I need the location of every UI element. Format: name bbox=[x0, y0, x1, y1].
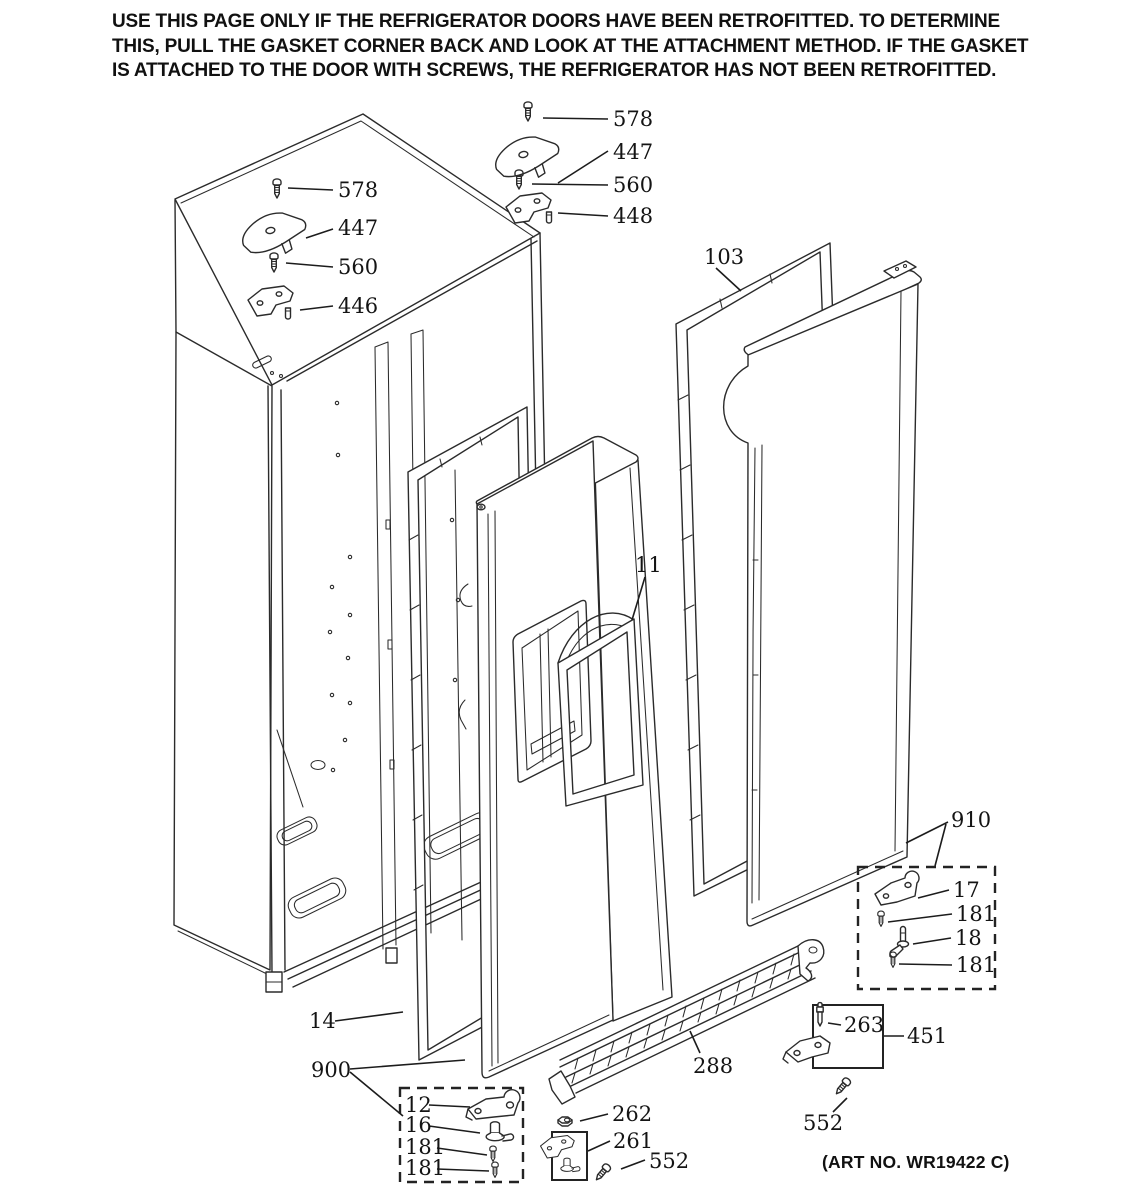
screw-181-part-1 bbox=[878, 911, 884, 926]
callout-578-top: 578 bbox=[613, 107, 654, 131]
warning-line-3: IS ATTACHED TO THE DOOR WITH SCREWS, THE REFRIGERATOR HAS NOT BEEN RETROFITTED. bbox=[112, 60, 997, 81]
leader-16 bbox=[429, 1126, 480, 1133]
bushing-16-part bbox=[486, 1122, 513, 1141]
leader-18 bbox=[913, 938, 951, 944]
hinge-446-pin bbox=[286, 308, 291, 319]
callout-560-top: 560 bbox=[613, 173, 654, 197]
art-number: (ART NO. WR19422 C) bbox=[822, 1152, 1010, 1172]
callout-16: 16 bbox=[405, 1113, 432, 1137]
screw-181-part-4 bbox=[492, 1162, 498, 1177]
callout-262: 262 bbox=[612, 1102, 653, 1126]
callout-446: 446 bbox=[338, 294, 379, 318]
callout-910: 910 bbox=[951, 808, 992, 832]
cabinet-center-foot bbox=[386, 948, 397, 963]
callout-447-left: 447 bbox=[338, 216, 379, 240]
leader-261 bbox=[588, 1141, 610, 1151]
callout-578-left: 578 bbox=[338, 178, 379, 202]
leader-262 bbox=[580, 1114, 608, 1121]
freezer-floor-tub-small bbox=[275, 815, 320, 848]
callout-11: 11 bbox=[635, 553, 662, 577]
hardware-kit-261-group bbox=[541, 1132, 588, 1180]
leader-560-top bbox=[532, 184, 608, 185]
screw-552-part-1 bbox=[833, 1077, 851, 1097]
callout-181-3: 181 bbox=[405, 1135, 446, 1159]
leader-181-1 bbox=[888, 914, 952, 922]
leader-578-top bbox=[543, 118, 608, 119]
nut-262-part bbox=[558, 1117, 572, 1126]
callout-181-4: 181 bbox=[405, 1156, 446, 1180]
callout-263: 263 bbox=[844, 1013, 885, 1037]
callout-181-1: 181 bbox=[956, 902, 997, 926]
leader-448-top bbox=[558, 213, 608, 216]
leader-910 bbox=[906, 822, 948, 866]
callout-552-2: 552 bbox=[649, 1149, 690, 1173]
cabinet-left-corner-edge bbox=[175, 200, 176, 332]
freezer-door-edge-details bbox=[459, 584, 472, 729]
top-hinge-448-part bbox=[506, 193, 551, 223]
screw-578-top-part bbox=[524, 102, 532, 121]
hinge-cover-447-top-part bbox=[492, 132, 563, 184]
callout-17: 17 bbox=[953, 878, 980, 902]
top-hinge-group-right bbox=[492, 102, 563, 223]
callout-451: 451 bbox=[907, 1024, 948, 1048]
leader-552-1 bbox=[833, 1098, 847, 1112]
callout-900: 900 bbox=[311, 1058, 352, 1082]
cabinet-liner-holes bbox=[271, 372, 460, 772]
grille-right-bracket bbox=[798, 940, 824, 981]
leader-552-2 bbox=[621, 1160, 645, 1169]
cabinet-left-wall bbox=[174, 332, 272, 970]
cabinet-interior-slope bbox=[277, 730, 303, 807]
callout-261: 261 bbox=[613, 1129, 654, 1153]
warning-line-2: THIS, PULL THE GASKET CORNER BACK AND LOOK AT THE ATTACHMENT METHOD. IF THE GASKET bbox=[112, 35, 1029, 57]
screw-181-part-3 bbox=[490, 1146, 496, 1161]
callout-560-left: 560 bbox=[338, 255, 379, 279]
bottom-hinge-17-part bbox=[875, 871, 919, 905]
callout-447-top: 447 bbox=[613, 140, 654, 164]
bracket-261-part bbox=[541, 1136, 575, 1159]
leader-447-top bbox=[558, 151, 608, 183]
pin-261-part bbox=[561, 1158, 580, 1171]
hinge-pin-263-part bbox=[817, 1003, 823, 1026]
callout-18: 18 bbox=[955, 926, 982, 950]
callout-552-1: 552 bbox=[803, 1111, 844, 1135]
screw-552-part-2 bbox=[593, 1163, 611, 1183]
bottom-hinge-12-part bbox=[466, 1090, 520, 1120]
cabinet-top-face bbox=[175, 114, 540, 385]
fresh-food-door bbox=[724, 261, 922, 926]
hinge-448-pin bbox=[547, 212, 552, 223]
leader-17 bbox=[918, 890, 949, 898]
grille-left-foot bbox=[549, 1071, 575, 1104]
callout-12: 12 bbox=[405, 1093, 432, 1117]
callout-14: 14 bbox=[309, 1009, 336, 1033]
freezer-floor-tub-large bbox=[285, 875, 349, 921]
callout-448: 448 bbox=[613, 204, 654, 228]
leader-263 bbox=[828, 1023, 841, 1025]
leader-181-2 bbox=[899, 964, 952, 965]
bracket-451-part bbox=[783, 1036, 830, 1063]
callout-103: 103 bbox=[704, 245, 745, 269]
leader-12 bbox=[429, 1105, 470, 1107]
cabinet-floor-hole bbox=[311, 761, 325, 770]
leader-103 bbox=[716, 268, 741, 291]
leader-14 bbox=[335, 1012, 403, 1021]
callout-181-2: 181 bbox=[956, 953, 997, 977]
warning-line-1: USE THIS PAGE ONLY IF THE REFRIGERATOR DOORS HAVE BEEN RETROFITTED. TO DETERMINE bbox=[112, 11, 1000, 32]
callout-288: 288 bbox=[693, 1054, 734, 1078]
